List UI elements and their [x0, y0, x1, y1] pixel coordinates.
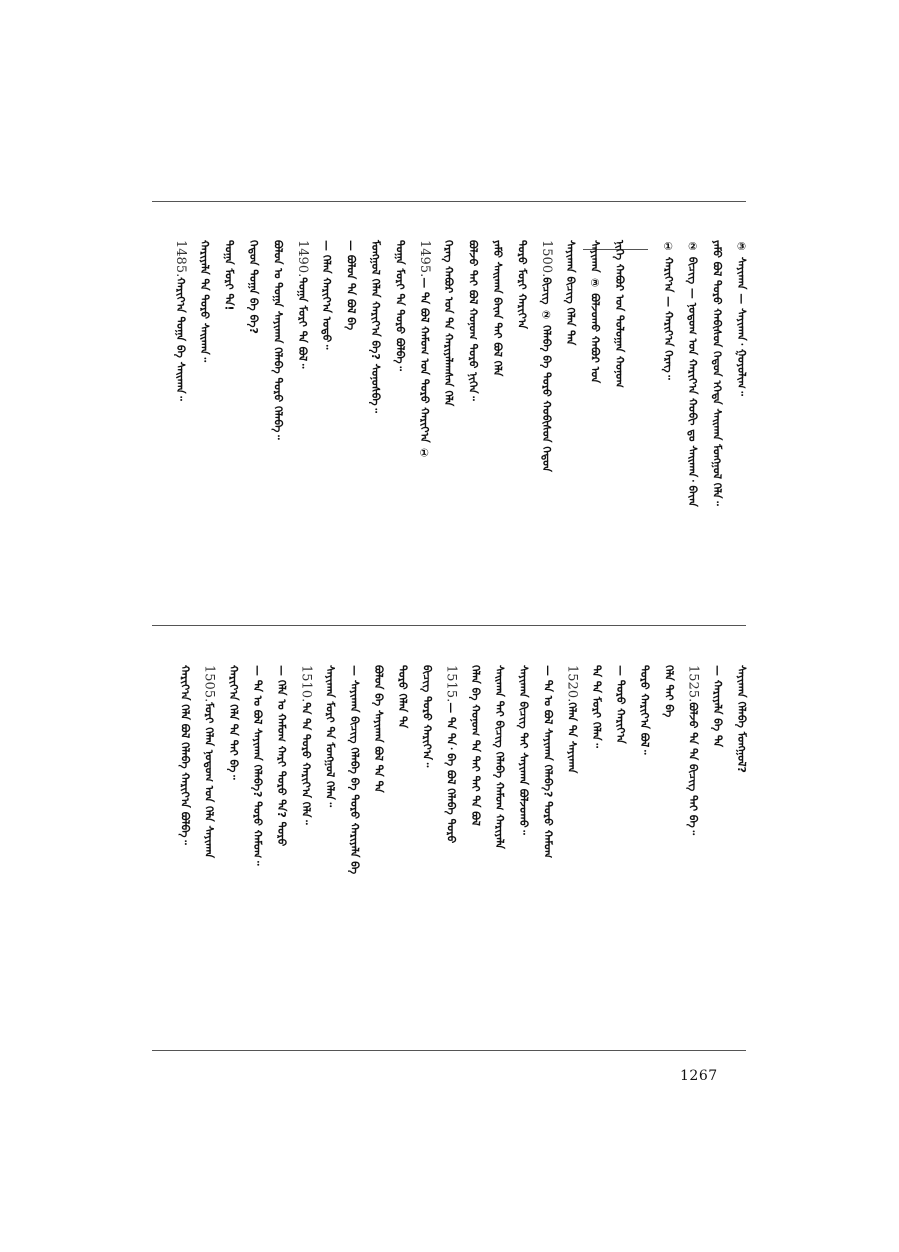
line-number: 1525. [685, 665, 701, 703]
text-column [173, 665, 195, 845]
verse-line: — ᠲᠠ ᠲᠠ᠂ ᠪᠠ ᠪᠣᠯ ᠬᠡᠯᠡᠪᠡ ᠳᠣᠷᠣ [444, 702, 458, 844]
verse-line: ᠰᠠᠶᠢᠬᠠᠨ ᠮᠣᠷᠢ ᠲᠠ ᠮᠣᠩᠭᠣᠯ ᠬᠡᠯᠡᠨ᠃ [323, 665, 337, 808]
text-column [486, 240, 508, 376]
verse-line: — ᠲᠠ ᠤ ᠪᠣᠯ ᠰᠠᠶᠢᠬᠠᠨ ᠬᠡᠯᠡᠪᠡ? ᠳᠣᠷᠣ ᠬᠠᠮᠤᠭ᠃ [251, 665, 264, 866]
bottom-rule [152, 1050, 746, 1051]
verse-line: ᠪᠣᠯᠵᠣ ᠲᠠ ᠲᠠ ᠪᠢᠴᠢᠭ ᠲᠠᠶ ᠪᠠ᠃ [686, 702, 700, 836]
text-column [343, 665, 365, 874]
line-number: 1500. [538, 240, 554, 278]
verse-line: ᠰᠠᠢᠬᠠᠨ ᠲᠠᠶ ᠪᠢᠴᠢᠭ ᠬᠡᠯᠡᠪᠡ ᠬᠠᠮᠤᠭ ᠬᠠᠷᠢᠶᠠᠯᠠ [493, 665, 506, 849]
verse-line: — ᠬᠡᠯᠡ ᠤ ᠬᠠᠮᠤᠭ ᠬᠠᠷᠢ ᠳᠣᠷᠣ ᠲᠠ? ᠳᠣᠷᠣ [275, 665, 289, 847]
text-column [730, 240, 752, 396]
verse-line: ᠳᠣᠷᠣ ᠬᠠᠷᠢᠶ᠎ᠠ ᠪᠣᠯ᠃ [638, 665, 652, 755]
text-column [246, 665, 268, 865]
text-column [681, 240, 703, 507]
line-number: 1520. [564, 665, 580, 703]
text-column [706, 665, 728, 747]
text-column [364, 240, 386, 413]
verse-line: — ᠬᠠᠷᠢᠶᠠᠯᠠ ᠪᠠ ᠲᠠ [710, 665, 724, 748]
line-number: 1485. [172, 240, 188, 278]
verse-line: — ᠲᠠ ᠪᠣᠯ ᠬᠠᠮᠤᠭ ᠤᠨ ᠳᠣᠷᠣ ᠬᠠᠷᠢᠶ᠎ᠠ ① [417, 277, 431, 460]
top-rule [152, 201, 746, 202]
text-column [657, 665, 679, 717]
text-column [536, 665, 558, 858]
verse-line: ᠪᠢᠴᠢᠭ ᠳᠣᠷᠣ ᠬᠠᠷᠢᠶ᠎ᠠ᠃ [420, 665, 434, 768]
verse-line: ᠶᠠᠮᠤ ᠰᠠᠢᠬᠠᠨ ᠪᠠᠶ᠋ᠠᠨ ᠲᠠᠶ ᠪᠣᠯ ᠬᠡᠯᠡ [491, 240, 504, 377]
text-column [266, 240, 288, 440]
verse-line: ᠪᠣᠯᠣᠨ ᠤ ᠲᠣᠭᠠ ᠰᠠᠶᠢᠬᠠᠨ ᠬᠡᠯᠡᠪᠡ ᠳᠣᠷᠣ ᠬᠡᠯᠡᠪᠡ᠃ [271, 240, 285, 440]
page-number: 1267 [680, 1068, 718, 1084]
line-number: 1490. [294, 240, 310, 278]
text-column [559, 240, 581, 345]
verse-line: ᠰᠠᠶᠢᠬᠠᠨ ᠬᠡᠯᠡᠪᠡ ᠮᠣᠩᠭᠣᠯ? [735, 665, 748, 773]
middle-rule [152, 625, 746, 626]
verse-line: ᠬᠡᠯᠡ ᠲᠠᠶ ᠪᠠ [662, 665, 676, 718]
verse-line: ᠲᠣᠭᠠ ᠮᠣᠷᠢ ᠲᠠ ᠳᠣᠷᠣ ᠪᠣᠯᠪᠠ᠃ [393, 240, 407, 371]
text-column [242, 240, 264, 334]
verse-line: ᠰᠠᠶᠢᠬᠠᠨ ③ ᠪᠣᠯᠵᠣᠬᠤ ᠬᠠᠪᠤᠷ ᠤᠨ [588, 240, 602, 384]
text-column [608, 240, 630, 388]
text-column [388, 240, 410, 371]
text-column [367, 665, 389, 793]
text-column [488, 665, 510, 849]
line-number: 1495. [416, 240, 432, 278]
verse-line: ᠮᠣᠷᠢ ᠬᠡᠯᠡᠨ ᠨᠤᠲᠤᠭ ᠤᠨ ᠬᠡᠯᠡ ᠰᠠᠶᠢᠬᠠᠨ [202, 702, 216, 859]
verse-line: ᠪᠣᠯᠣᠨ ᠪᠠ ᠰᠠᠶᠢᠬᠠᠨ ᠪᠣᠯ ᠲᠠ ᠲᠠ [372, 665, 385, 793]
verse-line: ᠲᠠ ᠲᠠ ᠮᠣᠷᠢ ᠬᠡᠯᠡᠨ᠃ [589, 665, 603, 748]
text-column [706, 240, 728, 506]
verse-line: ᠪᠣᠯᠵᠣ ᠲᠠᠶ ᠪᠣᠯ ᠬᠣᠨᠤᠭ ᠳᠣᠷᠣ ᠨᠢᠭᠡᠨ᠃ [466, 240, 480, 401]
verse-line: ③ ᠰᠠᠶᠢᠬᠠᠨ — ᠰᠠᠶᠢᠬᠠᠨ᠂ ᠭᠣᠶᠣᠯᠢᠭ᠃ [735, 240, 748, 396]
text-column [561, 665, 583, 773]
text-column [391, 665, 413, 728]
text-column [437, 240, 459, 406]
verse-line: ᠳᠣᠷᠣ ᠮᠣᠷᠢ ᠬᠠᠷᠢᠶ᠎ᠠ [515, 240, 529, 329]
text-column [512, 665, 534, 835]
text-column [535, 240, 557, 472]
text-column [222, 665, 244, 780]
text-column [584, 240, 606, 383]
text-column [291, 240, 313, 368]
verse-line: ᠬᠡᠯᠡᠨ ᠪᠠ ᠬᠣᠨᠤᠭ ᠲᠠ ᠲᠠᠶ ᠲᠠᠶ ᠲᠠ ᠪᠣᠯ [468, 665, 482, 826]
verse-line: ᠬᠠᠷᠢᠶ᠎ᠠ ᠬᠡᠯᠡ ᠪᠣᠯ ᠬᠡᠯᠡᠪᠡ ᠬᠠᠷᠢᠶ᠎ᠠ ᠪᠣᠯᠪᠠ᠃ [178, 665, 192, 845]
text-column [462, 240, 484, 401]
text-column [415, 665, 437, 767]
text-column [609, 665, 631, 744]
verse-line: ᠬᠠᠷᠢᠶ᠎ᠠ ᠲᠣᠭᠠ ᠪᠠ ᠰᠠᠢᠬᠠᠨ᠃ [173, 277, 187, 401]
verse-line: ① ᠬᠠᠷᠢᠶ᠎ᠠ — ᠬᠠᠷᠢᠶ᠎ᠠ ᠬᠡᠷᠡᠭ᠃ [661, 240, 675, 380]
verse-line: ᠨᠢᠭᠡ ᠬᠠᠪᠤᠷ ᠤᠨ ᠳᠣᠯᠣᠭᠠᠨ ᠬᠣᠨᠤᠭ [613, 240, 626, 388]
text-column [464, 665, 486, 826]
verse-line: ② ᠪᠢᠴᠢᠭ — ᠨᠤᠲᠤᠭ ᠤᠨ ᠬᠠᠷᠢᠶ᠎ᠠ ᠬᠤᠪᠢ ᠳᠤ ᠰᠠᠢᠬᠠᠨ᠂ ᠪᠠᠶ᠋ᠠᠨ [686, 240, 700, 507]
verse-line: — ᠰᠠᠶᠢᠬᠠᠨ ᠪᠢᠴᠢᠭ ᠬᠡᠯᠡᠪᠡ ᠪᠠ ᠳᠣᠷᠣ ᠬᠠᠷᠢᠶᠠᠯᠠ ᠪᠠ [347, 665, 361, 875]
verse-line: — ᠬᠡᠯᠡᠨ ᠬᠠᠷᠢᠶ᠎ᠠ ᠣᠳᠣ᠃ [320, 240, 334, 350]
verse-line: ᠪᠢᠴᠢᠭ ② ᠬᠡᠯᠡᠪᠡ ᠪᠠ ᠳᠣᠷᠣ ᠬᠤᠪᠢᠰᠤᠨ ᠬᠡᠳᠦᠨ [539, 277, 553, 472]
line-number: 1510. [298, 665, 314, 703]
text-column [340, 240, 362, 330]
verse-line: ᠮᠣᠩᠭᠣᠯ ᠬᠡᠯᠡᠨ ᠬᠠᠷᠢᠶ᠎ᠠ ᠪᠠ? ᠰᠣᠨᠣᠰᠪᠠ᠃ [369, 240, 382, 413]
text-column [682, 665, 704, 835]
verse-line: — ᠲᠠ ᠤ ᠪᠣᠯ ᠰᠠᠶᠢᠬᠠᠨ ᠬᠡᠯᠡᠪᠡ? ᠳᠣᠷᠣ ᠬᠠᠮᠤᠭ [541, 665, 555, 859]
verse-line: ᠬᠡᠯᠡᠨ ᠲᠠ ᠰᠠᠶᠢᠬᠠᠨ [565, 702, 579, 774]
text-column [657, 240, 679, 380]
text-column [319, 665, 341, 807]
verse-line: ᠶᠠᠮᠤ ᠪᠣᠯ ᠳᠣᠷᠣ ᠬᠠᠪᠢᠰᠤᠨ ᠬᠡᠳᠦᠨ ᠡᠭᠡᠳᠡ ᠰᠠᠢᠬᠠᠨ ᠮᠣᠩᠭᠣᠯ ᠬᠡᠯᠡ᠃ [710, 240, 724, 506]
text-column [169, 240, 191, 401]
text-column [585, 665, 607, 748]
text-column [218, 240, 240, 311]
text-column [730, 665, 752, 773]
text-column [413, 240, 435, 460]
text-column [198, 665, 220, 858]
verse-line: — ᠪᠣᠯᠣᠨ ᠲᠠ ᠪᠣᠯ ᠪᠠ [344, 240, 358, 331]
line-number: 1505. [201, 665, 217, 703]
text-column [193, 240, 215, 362]
verse-line: ᠲᠣᠭᠠ ᠮᠣᠷᠢ ᠲᠠ ᠪᠣᠯ᠃ [295, 277, 309, 369]
verse-line: — ᠳᠣᠷᠣ ᠬᠠᠷᠢᠶ᠎ᠠ [614, 665, 627, 744]
verse-line: ᠬᠠᠷᠢᠶ᠎ᠠ ᠬᠡᠯᠡ ᠲᠠ ᠲᠠᠶ ᠪᠠ᠃ [226, 665, 240, 780]
text-column [510, 240, 532, 329]
verse-line: ᠲᠣᠭᠠ ᠮᠣᠷᠢ ᠲᠠ! [222, 240, 236, 311]
verse-line: ᠲᠠ ᠲᠠ ᠳᠣᠷᠣ ᠬᠠᠷᠢᠶ᠎ᠠ ᠬᠡᠯᠡ᠃ [299, 702, 313, 825]
text-column [294, 665, 316, 825]
text-column [440, 665, 462, 843]
verse-line: ᠳᠣᠷᠣ ᠬᠡᠯᠡᠨ ᠲᠠ [396, 665, 410, 729]
verse-line: ᠰᠠᠶᠢᠬᠠᠨ ᠪᠢᠴᠢᠭ ᠬᠡᠯᠡᠨ ᠲᠠᠨ [564, 240, 578, 346]
text-column [315, 240, 337, 349]
verse-line: ᠬᠠᠷᠢᠶᠠᠯᠠ ᠲᠠ ᠳᠣᠷᠣ ᠰᠠᠢᠬᠠᠨ᠃ [198, 240, 212, 362]
verse-line: ᠰᠠᠶᠢᠬᠠᠨ ᠪᠢᠴᠢᠭ ᠲᠠᠶ ᠰᠠᠶᠢᠬᠠᠨ ᠪᠣᠯᠵᠣᠬᠤ᠃ [517, 665, 531, 835]
line-number: 1515. [443, 665, 459, 703]
verse-line: ᠬᠡᠷᠡᠭ ᠬᠠᠪᠤᠷ ᠤᠨ ᠲᠠ ᠬᠠᠷᠢᠶᠠᠯᠠᠭᠰᠠᠨ ᠬᠡᠯᠡ [442, 240, 456, 407]
text-column [633, 665, 655, 754]
verse-line: ᠬᠡᠳᠦᠨ ᠲᠣᠭᠠ ᠪᠠ ᠪᠠ? [247, 240, 260, 334]
text-column [270, 665, 292, 846]
